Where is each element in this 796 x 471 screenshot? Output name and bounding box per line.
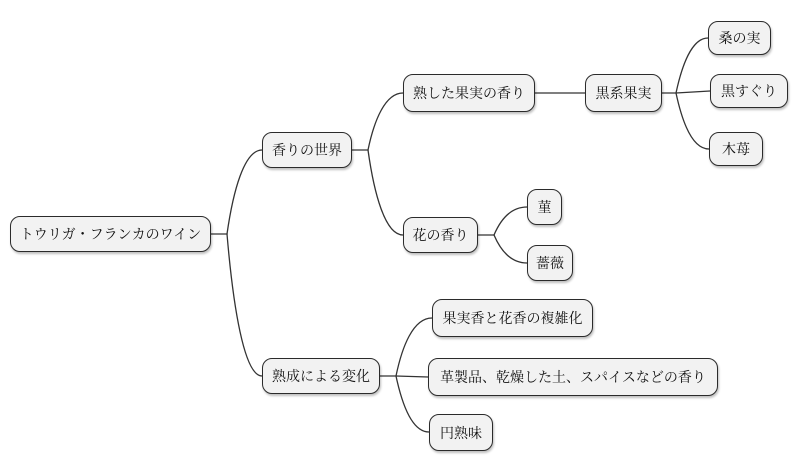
node-complexity: 果実香と花香の複雑化: [432, 299, 593, 337]
edge-aging-mellowness: [396, 376, 429, 432]
edge-black-mulberry: [676, 38, 708, 93]
edge-black-raspberry: [676, 93, 709, 149]
node-leather-earth-spice: 革製品、乾燥した土、スパイスなどの香り: [428, 358, 718, 396]
edge-black-blackcurrant: [676, 91, 710, 93]
edge-aroma-ripe-fruit: [368, 93, 403, 150]
node-rose: 薔薇: [527, 245, 573, 281]
edge-floral-violet: [494, 207, 527, 235]
edge-root-aroma-world: [227, 150, 262, 234]
edge-root-aging: [227, 234, 262, 376]
edge-floral-rose: [494, 235, 527, 263]
node-root: トウリガ・フランカのワイン: [10, 216, 211, 252]
node-mellowness: 円熟味: [429, 414, 493, 451]
node-mulberry: 桑の実: [708, 21, 771, 55]
node-violet: 菫: [527, 189, 562, 225]
node-floral: 花の香り: [403, 217, 478, 253]
node-raspberry: 木苺: [709, 132, 763, 166]
node-aroma-world: 香りの世界: [262, 132, 352, 168]
node-ripe-fruit: 熟した果実の香り: [403, 74, 535, 112]
node-black-fruits: 黒系果実: [585, 74, 662, 112]
edge-aging-complexity: [396, 318, 432, 376]
edge-aging-leather: [396, 376, 428, 377]
edge-aroma-floral: [368, 150, 403, 235]
node-aging: 熟成による変化: [262, 358, 380, 394]
node-blackcurrant: 黒すぐり: [710, 74, 788, 108]
